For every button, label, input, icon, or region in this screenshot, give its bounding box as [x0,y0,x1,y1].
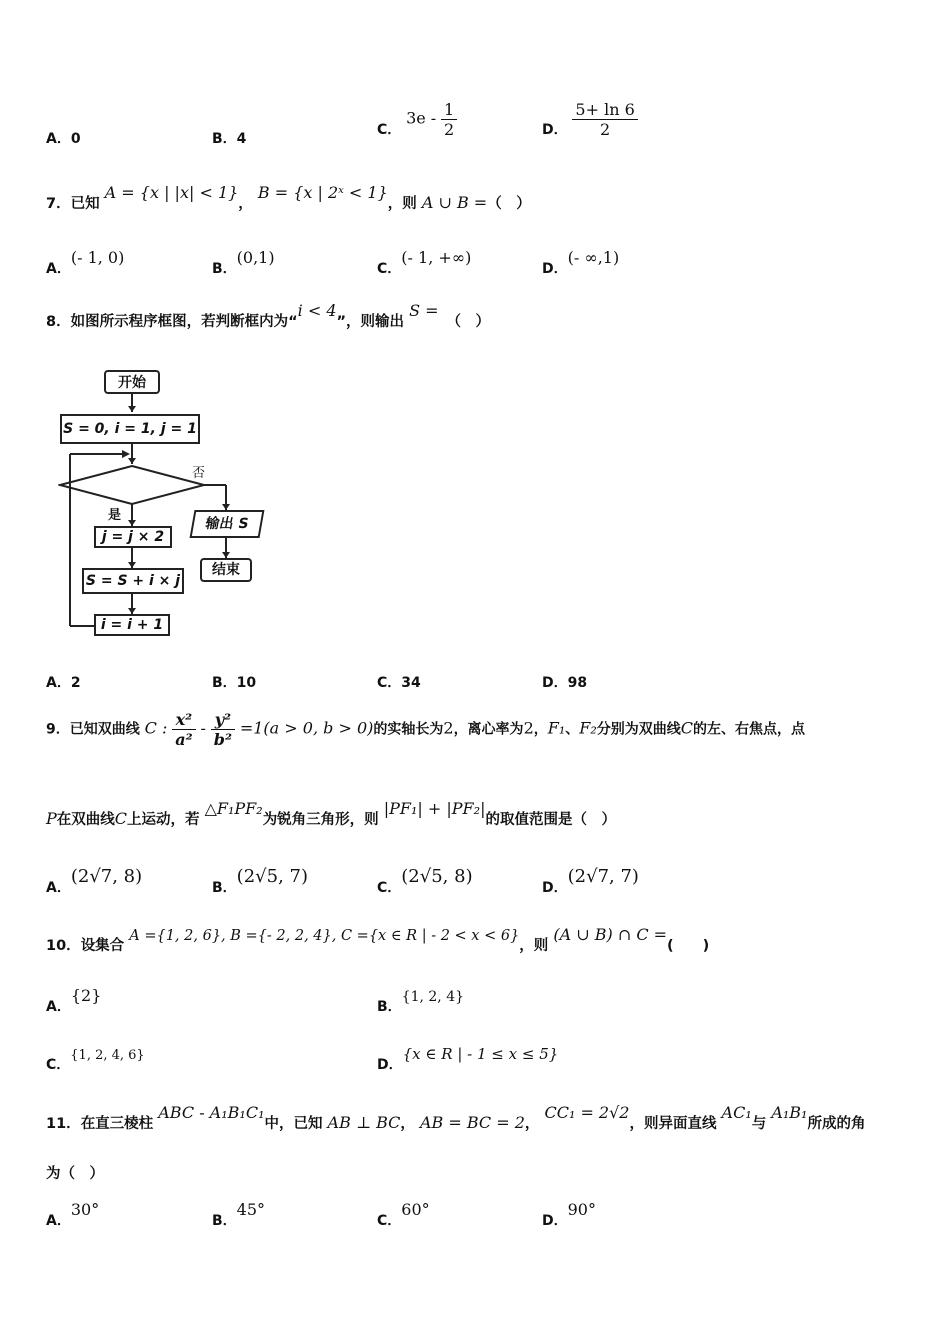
q8-option-a[interactable]: A．2 [46,675,81,691]
flow-step-s: S = S + i × j [82,568,184,594]
flow-start: 开始 [104,370,160,394]
q8-stem: 8．如图所示程序框图，若判断框内为“i < 4”，则输出 S =（ ） [46,301,491,330]
q6-option-c[interactable]: C． 3e - $\frac{1}{2}$ [377,100,457,139]
q6-option-b[interactable]: B．4 [212,131,247,147]
flow-init: S = 0, i = 1, j = 1 [60,414,200,444]
q11-option-b[interactable]: B．45° [212,1200,266,1229]
q8-flowchart [58,368,278,646]
flow-no-label: 否 [192,466,206,481]
flow-end: 结束 [200,558,252,582]
flow-yes-label: 是 [108,508,122,523]
q8-option-d[interactable]: D．98 [542,675,588,691]
q9-options [0,860,950,920]
q7-options [0,240,950,300]
q10-stem: 10．设集合 A ={1, 2, 6}, B ={- 2, 2, 4}, C ={x ∈ R | - 2 < x < 6}，则 (A ∪ B) ∩ C =( ) [46,925,710,954]
q7-stem: 7．已知 A = {x | |x| < 1}， B = {x | 2ˣ < 1}，则 A ∪ B =（ ） [46,183,531,212]
q9-option-d[interactable]: D．(2√7, 7) [542,866,639,896]
q6-d-fraction: $\frac{5+ \ln 6}{2}$ [572,100,637,139]
q10-options-row1 [0,984,950,1044]
q8-option-b[interactable]: B．10 [212,675,257,691]
q11-option-d[interactable]: D．90° [542,1200,596,1229]
q11-stem-line1: 11．在直三棱柱 ABC - A₁B₁C₁中，已知 AB ⊥ BC， AB = BC = 2， CC₁ = 2√2，则异面直线 AC₁与 A₁B₁所成的角 [46,1103,866,1132]
q9-y-fraction: $\frac{\text{y²}}{\text{b²}}$ [211,710,235,749]
q9-x-fraction: $\frac{\text{x²}}{\text{a²}}$ [172,710,195,749]
q10-options-row2 [0,1042,950,1102]
flow-step-j: j = j × 2 [94,526,172,548]
q9-stem-line1: 9．已知双曲线 C : $\frac{\text{x²}}{\text{a²}}$ - $\frac{\text{y²}}{\text{b²}}$ =1(a > 0, b > 0)的实轴长为2，离心率为2，F₁、F₂分别为双曲线C的左、右焦点，点 [46,710,806,749]
q11-option-a[interactable]: A．30° [46,1200,100,1229]
q9-option-a[interactable]: A．(2√7, 8) [46,866,143,896]
q8-option-c[interactable]: C．34 [377,675,421,691]
q10-option-d[interactable]: D．{x ∈ R | - 1 ≤ x ≤ 5} [377,1045,559,1073]
q7-option-a[interactable]: A．(- 1, 0) [46,248,125,277]
q9-option-b[interactable]: B．(2√5, 7) [212,866,308,896]
q6-c-fraction: $\frac{1}{2}$ [441,100,457,139]
q9-option-c[interactable]: C．(2√5, 8) [377,866,473,896]
flow-step-i: i = i + 1 [94,614,170,636]
q11-options [0,1194,950,1254]
q9-stem-line2: P在双曲线C上运动，若 △F₁PF₂为锐角三角形，则 |PF₁| + |PF₂|的取值范围是（ ） [46,799,616,828]
q7-option-b[interactable]: B．(0,1) [212,248,275,277]
q10-option-c[interactable]: C．{1, 2, 4, 6} [46,1048,145,1073]
q6-options [0,100,950,160]
q6-option-d[interactable]: D． $\frac{5+ \ln 6}{2}$ [542,100,638,139]
q6-option-a[interactable]: A．0 [46,131,81,147]
q11-stem-line2: 为（ ） [46,1166,104,1182]
q10-option-a[interactable]: A．{2} [46,986,102,1015]
flowchart-connectors [58,368,278,646]
q11-option-c[interactable]: C．60° [377,1200,430,1229]
flow-output: 输出 S [190,510,265,538]
q7-option-c[interactable]: C．(- 1, +∞) [377,248,472,277]
q10-option-b[interactable]: B．{1, 2, 4} [377,989,465,1015]
q7-option-d[interactable]: D．(- ∞,1) [542,248,620,277]
